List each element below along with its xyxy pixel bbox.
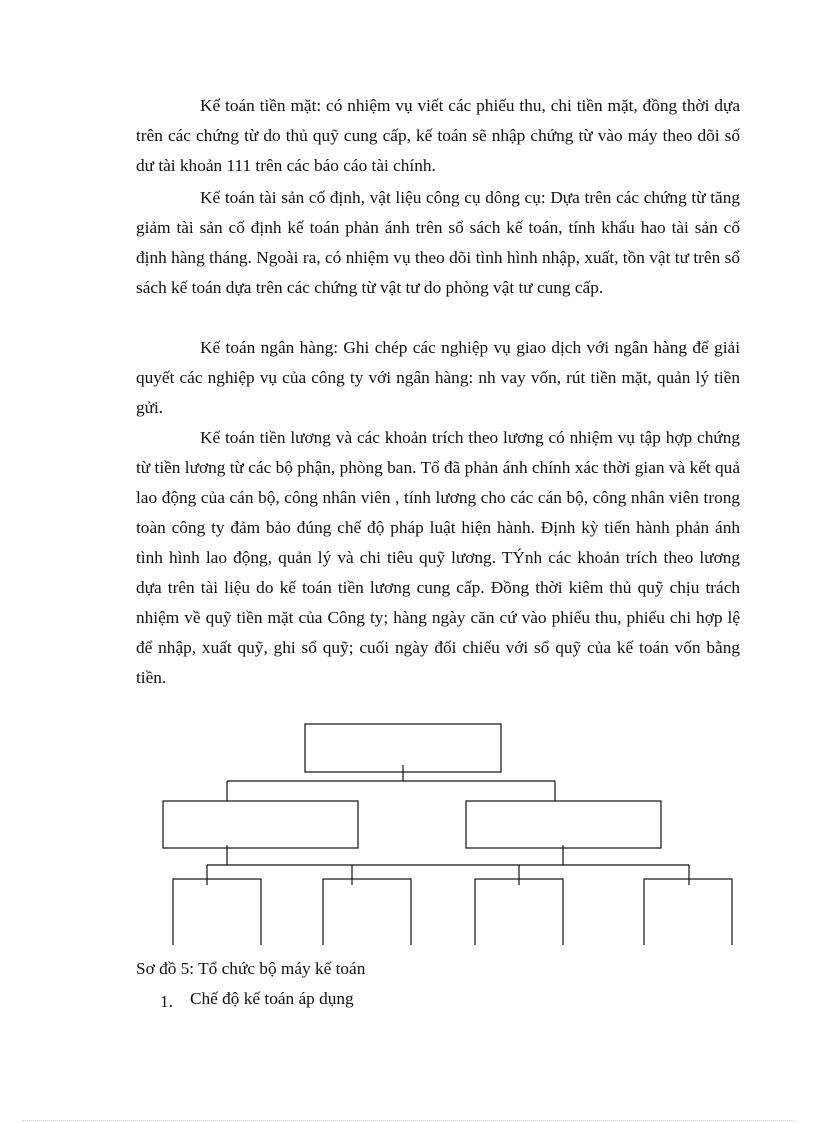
org-chart-box-bottom-2 bbox=[323, 879, 411, 945]
org-chart-diagram bbox=[0, 715, 816, 945]
org-chart-box-left bbox=[163, 801, 358, 848]
list-number: 1. bbox=[160, 992, 173, 1011]
paragraph-fixed-assets-accounting: Kế toán tài sản cố định, vật liệu công cụ dông cụ: Dựa trên các chứng từ tăng giảm tài sản cố định kế toán phản ánh trên sổ sách kế toán, tính khấu hao tài sản cố định hàng tháng. Ngoài ra, có nhiệm vụ theo dõi tình hình nhập, xuất, tồn vật tư trên sổ sách kế toán dựa trên các chứng từ vật tư do phòng vật tư cung cấp. bbox=[136, 188, 740, 297]
list-text: Chế độ kế toán áp dụng bbox=[190, 989, 354, 1008]
paragraph-bank-accounting: Kế toán ngân hàng: Ghi chép các nghiệp vụ giao dịch với ngân hàng để giải quyết các nghiệp vụ của công ty với ngân hàng: nh vay vốn, rút tiền mặt, quản lý tiền gửi. bbox=[136, 338, 740, 417]
paragraph-payroll-accounting: Kế toán tiền lương và các khoản trích theo lương có nhiệm vụ tập hợp chứng từ tiền lương từ các bộ phận, phòng ban. Tổ đã phản ánh chính xác thời gian và kết quả lao động của cán bộ, công nhân viên , tính lương cho các cán bộ, công nhân viên trong toàn công ty đảm bảo đúng chế độ pháp luật hiện hành. Định kỳ tiến hành phản ánh tình hình lao động, quản lý và chi tiêu quỹ lương. TÝnh các khoản trích theo lương dựa trên tài liệu do kế toán tiền lương cung cấp. Đồng thời kiêm thủ quỹ chịu trách nhiệm về quỹ tiền mặt của Công ty; hàng ngày căn cứ vào phiếu thu, phiếu chi hợp lệ để nhập, xuất quỹ, ghi sổ quỹ; cuối ngày đối chiếu với sổ quỹ của kế toán vốn bằng tiền. bbox=[136, 428, 740, 687]
org-chart-box-bottom-4 bbox=[644, 879, 732, 945]
numbered-list-item bbox=[160, 986, 354, 1012]
org-chart-box-right bbox=[466, 801, 661, 848]
org-chart-box-head bbox=[305, 724, 501, 772]
paragraph-cash-accounting: Kế toán tiền mặt: có nhiệm vụ viết các phiếu thu, chi tiền mặt, đồng thời dựa trên các chứng từ do thủ quỹ cung cấp, kế toán sẽ nhập chứng từ vào máy theo dõi số dư tài khoản 111 trên các báo cáo tài chính. bbox=[136, 96, 740, 175]
org-chart-box-bottom-1 bbox=[173, 879, 261, 945]
org-chart-box-bottom-3 bbox=[475, 879, 563, 945]
diagram-caption: Sơ đồ 5: Tổ chức bộ máy kế toán bbox=[136, 959, 366, 978]
page-bottom-border bbox=[22, 1120, 794, 1121]
